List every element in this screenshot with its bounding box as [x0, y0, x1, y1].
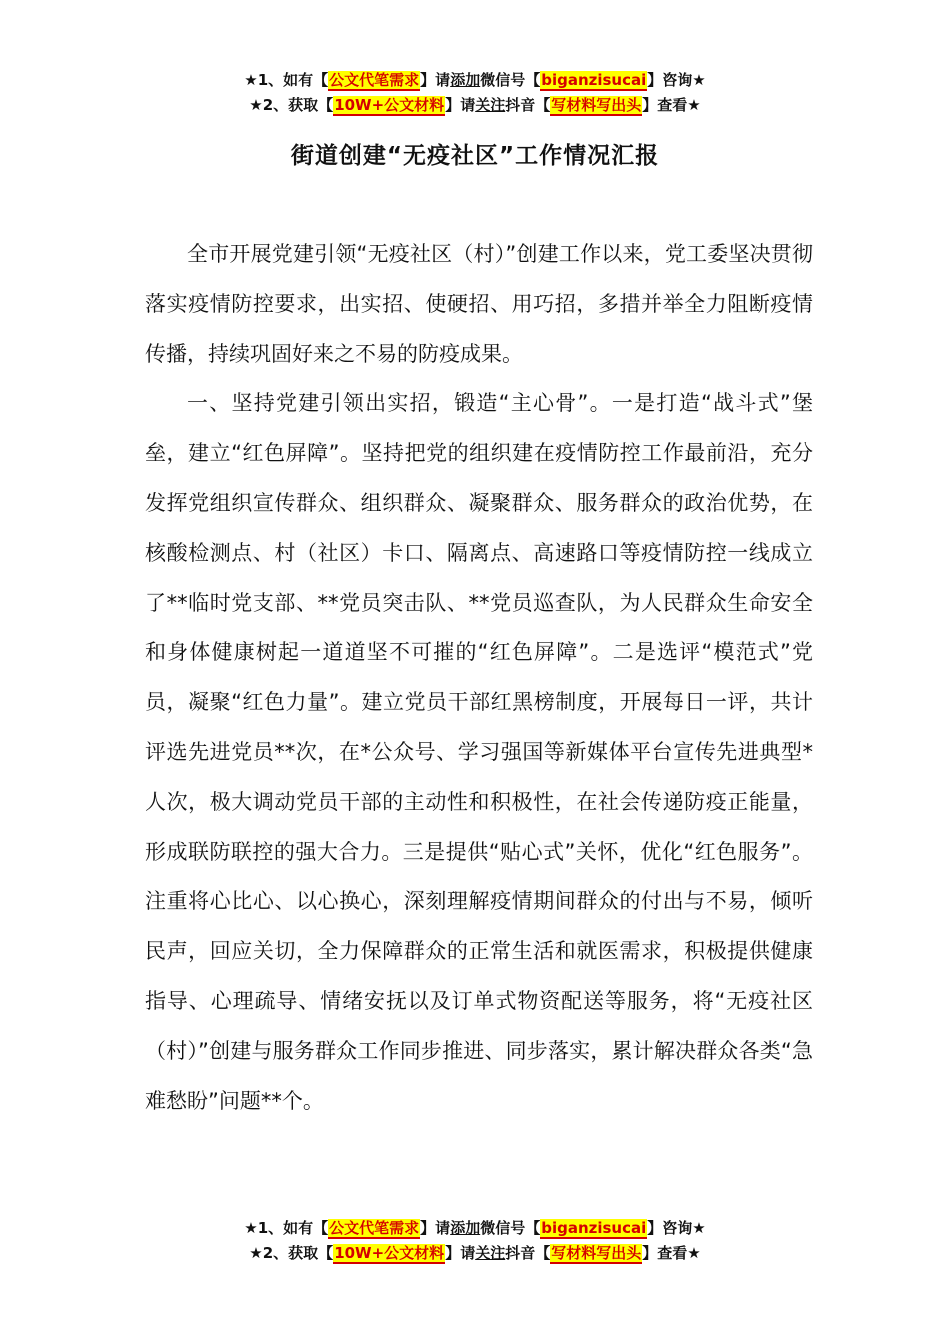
highlight-service: 公文代笔需求 — [329, 1219, 420, 1237]
notice-text: 微信号【 — [480, 1219, 541, 1237]
highlight-materials: 10W+公文材料 — [334, 96, 445, 114]
document-body — [145, 230, 813, 1126]
notice-line-2 — [0, 93, 950, 118]
notice-line-1 — [0, 68, 950, 93]
body-paragraph: 全市开展党建引领“无疫社区（村）”创建工作以来，党工委坚决贯彻落实疫情防控要求，出实招、使硬招、用巧招，多措并举全力阻断疫情传播，持续巩固好来之不易的防疫成果。 — [145, 242, 813, 366]
notice-line-1 — [0, 1216, 950, 1241]
underlined-text: 添加 — [450, 71, 481, 89]
notice-text: 抖音【 — [505, 96, 551, 114]
notice-text: 】咨询★ — [647, 1219, 706, 1237]
notice-text: 】请 — [445, 96, 476, 114]
highlight-wechat-id: biganzisucai — [541, 71, 647, 89]
highlight-service: 公文代笔需求 — [329, 71, 420, 89]
notice-text: ★1、如有【 — [244, 1219, 329, 1237]
body-paragraph: 一、坚持党建引领出实招，锻造“主心骨”。一是打造“战斗式”堡垒，建立“红色屏障”。坚持把党的组织建在疫情防控工作最前沿，充分发挥党组织宣传群众、组织群众、凝聚群众、服务群众的政治优势，在核酸检测点、村（社区）卡口、隔离点、高速路口等疫情防控一线成立了**临时党支部、**党员突击队、**党员巡查队，为人民群众生命安全和身体健康树起一道道坚不可摧的“红色屏障”。二是选评“模范式”党员，凝聚“红色力量”。建立党员干部红黑榜制度，开展每日一评，共计评选先进党员**次，在*公众号、学习强国等新媒体平台宣传先进典型*人次，极大调动党员干部的主动性和积极性，在社会传递防疫正能量，形成联防联控的强大合力。三是提供“贴心式”关怀，优化“红色服务”。注重将心比心、以心换心，深刻理解疫情期间群众的付出与不易，倾听民声，回应关切，全力保障群众的正常生活和就医需求，积极提供健康指导、心理疏导、情绪安抚以及订单式物资配送等服务，将“无疫社区（村）”创建与服务群众工作同步推进、同步落实，累计解决群众各类“急难愁盼”问题**个。 — [145, 391, 813, 1113]
notice-text: 】请 — [445, 1244, 476, 1262]
notice-text: 】请 — [420, 71, 451, 89]
footer-notice — [0, 1216, 950, 1266]
notice-text: 】查看★ — [642, 1244, 701, 1262]
notice-text: 微信号【 — [480, 71, 541, 89]
notice-text: ★2、获取【 — [249, 1244, 334, 1262]
document-title: 街道创建“无疫社区”工作情况汇报 — [290, 143, 660, 169]
underlined-text: 关注 — [475, 1244, 506, 1262]
header-notice — [0, 68, 950, 118]
notice-text: 】查看★ — [642, 96, 701, 114]
highlight-wechat-id: biganzisucai — [541, 1219, 647, 1237]
underlined-text: 添加 — [450, 1219, 481, 1237]
notice-line-2 — [0, 1241, 950, 1266]
notice-text: ★2、获取【 — [249, 96, 334, 114]
highlight-douyin: 写材料写出头 — [551, 1244, 642, 1262]
notice-text: 抖音【 — [505, 1244, 551, 1262]
notice-text: 】咨询★ — [647, 71, 706, 89]
notice-text: ★1、如有【 — [244, 71, 329, 89]
underlined-text: 关注 — [475, 96, 506, 114]
highlight-materials: 10W+公文材料 — [334, 1244, 445, 1262]
notice-text: 】请 — [420, 1219, 451, 1237]
highlight-douyin: 写材料写出头 — [551, 96, 642, 114]
